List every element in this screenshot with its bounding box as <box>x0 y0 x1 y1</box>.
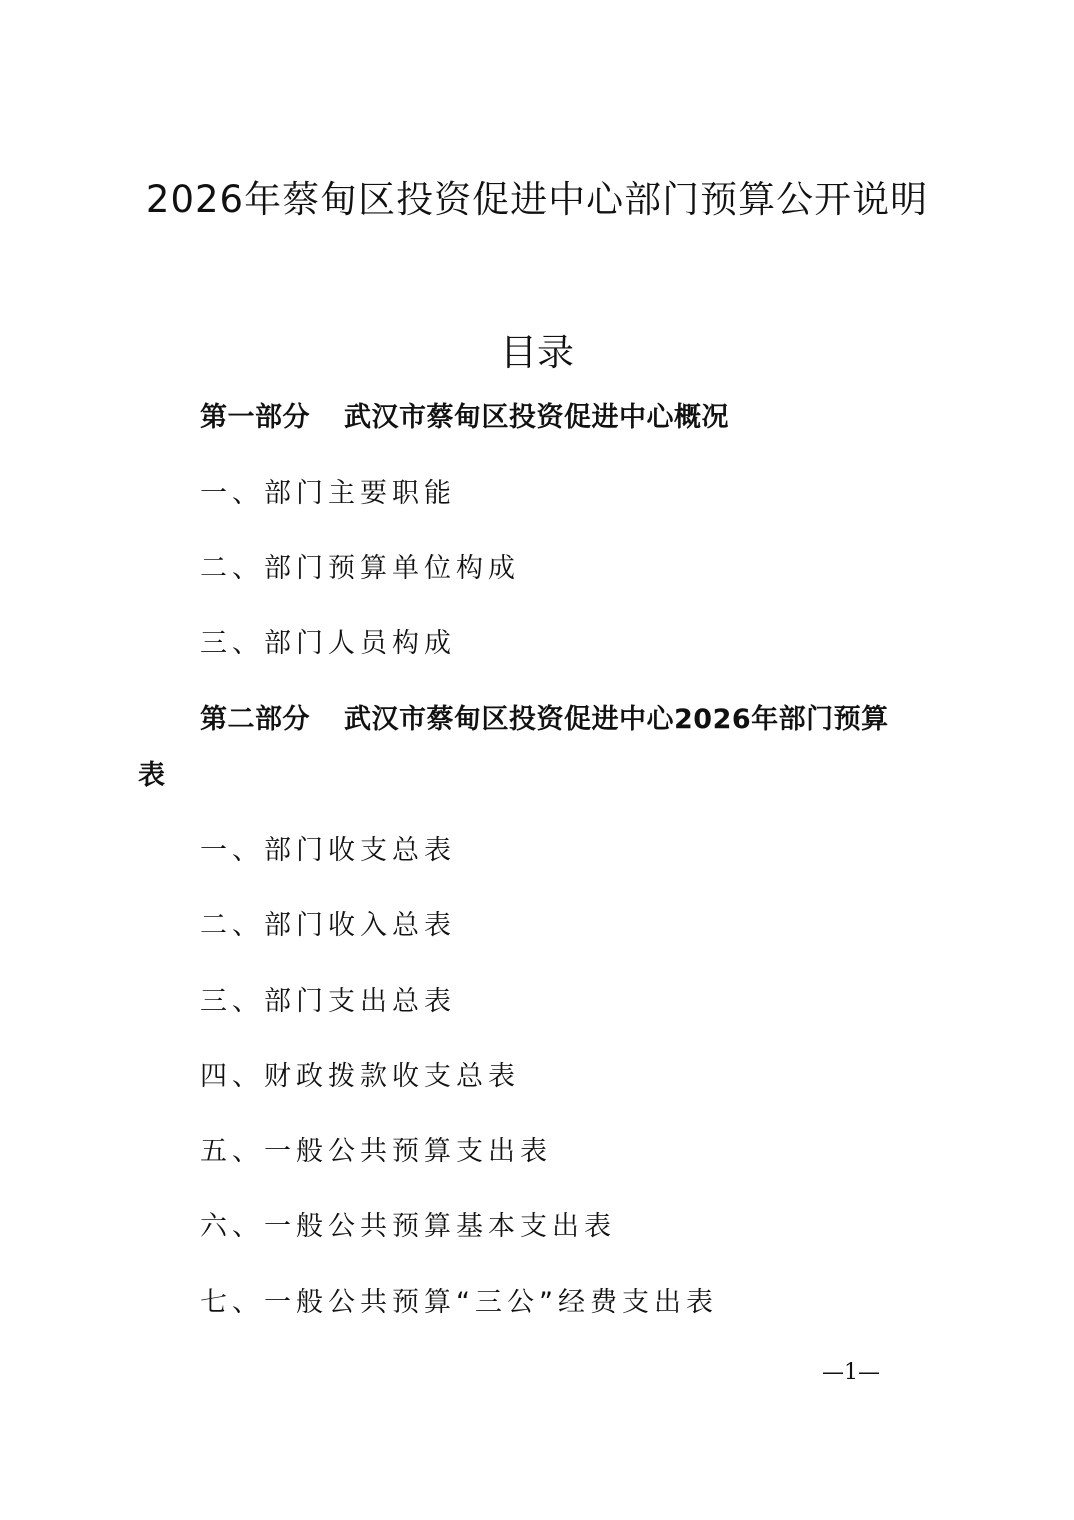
page-number: —1— <box>822 1360 880 1385</box>
toc-heading: 目录 <box>500 331 574 374</box>
toc-part-2-label: 第二部分 <box>200 704 310 735</box>
toc-part-1-text: 武汉市蔡甸区投资促进中心概况 <box>344 402 729 433</box>
toc-item: 二、部门预算单位构成 <box>200 553 520 584</box>
toc-item: 一、部门收支总表 <box>200 835 456 866</box>
toc-item: 七、一般公共预算“三公”经费支出表 <box>200 1287 718 1318</box>
toc-part-1-label: 第一部分 <box>200 402 310 433</box>
toc-item: 六、一般公共预算基本支出表 <box>200 1211 616 1242</box>
toc-part-1 <box>200 398 729 438</box>
toc-part-2 <box>200 700 889 740</box>
toc-item: 四、财政拨款收支总表 <box>200 1061 520 1092</box>
toc-part-2-text-wrap: 表 <box>138 760 165 791</box>
toc-part-2-text: 武汉市蔡甸区投资促进中心2026年部门预算 <box>344 704 889 735</box>
toc-item: 三、部门支出总表 <box>200 986 456 1017</box>
toc-item: 三、部门人员构成 <box>200 628 456 659</box>
document-title: 2026年蔡甸区投资促进中心部门预算公开说明 <box>145 178 929 221</box>
toc-item: 二、部门收入总表 <box>200 910 456 941</box>
toc-item: 一、部门主要职能 <box>200 478 456 509</box>
toc-item: 五、一般公共预算支出表 <box>200 1136 552 1167</box>
